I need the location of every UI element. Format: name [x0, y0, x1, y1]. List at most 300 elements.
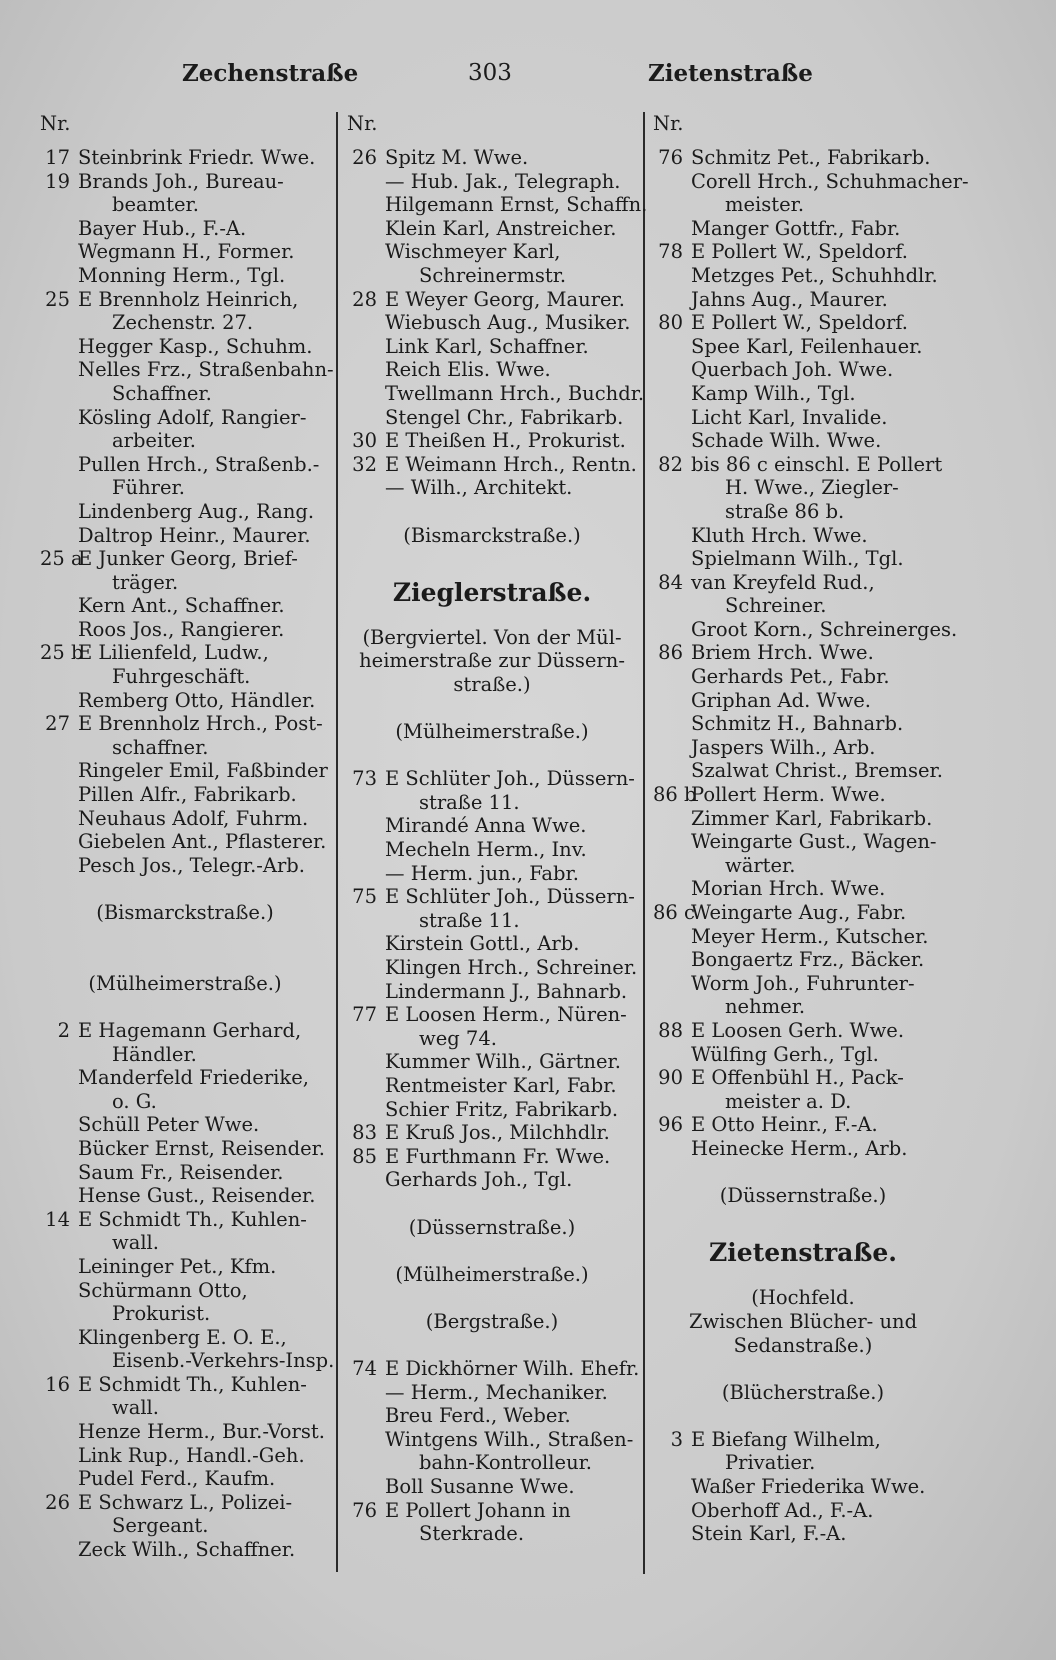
nr-label: Nr. [653, 112, 684, 135]
resident-entry: Giebelen Ant., Pflasterer. [78, 830, 327, 854]
entry-continuation: arbeiter. [112, 429, 196, 453]
entry-continuation-row [40, 382, 330, 406]
resident-entry: E Kruß Jos., Milchhdlr. [385, 1121, 610, 1145]
entry-row [653, 783, 953, 807]
resident-entry: Pesch Jos., Telegr.-Arb. [78, 853, 305, 877]
resident-entry: Worm Joh., Fuhrunter- [691, 971, 915, 995]
resident-entry: E Weimann Hrch., Rentn. [385, 452, 637, 476]
entry-list [40, 146, 334, 877]
resident-entry: E Pollert W., Speldorf. [691, 311, 908, 335]
entry-row [347, 358, 637, 382]
entry-row [40, 1137, 330, 1161]
entry-list [653, 146, 969, 1161]
entry-row [347, 956, 637, 980]
resident-entry: Schier Fritz, Fabrikarb. [385, 1097, 619, 1121]
resident-entry: E Dickhörner Wilh. Ehefr. [385, 1357, 640, 1381]
entry-continuation: bahn-Kontrolleur. [419, 1451, 593, 1475]
entry-row [347, 1357, 640, 1381]
entry-continuation-row [40, 1043, 330, 1067]
entry-row [653, 972, 953, 996]
entry-continuation-row [40, 1349, 335, 1373]
entry-continuation: wall. [112, 1396, 159, 1420]
entry-row [40, 1326, 330, 1350]
entry-row [653, 948, 953, 972]
entry-row [40, 453, 330, 477]
resident-entry: Licht Karl, Invalide. [691, 405, 888, 429]
entry-row [347, 311, 637, 335]
house-number: 73 [352, 767, 377, 791]
entry-row [40, 264, 330, 288]
house-number: 14 [45, 1207, 70, 1231]
section-description-line: (Bergviertel. Von der Mül- [362, 625, 622, 649]
resident-entry: Neuhaus Adolf, Fuhrm. [78, 806, 309, 830]
cross-street: (Bismarckstraße.) [96, 901, 274, 924]
entry-row [347, 288, 637, 312]
entry-row [347, 885, 637, 909]
resident-entry: E Schwarz L., Polizei- [78, 1490, 293, 1514]
entry-row [40, 1467, 330, 1491]
section-description-line: heimerstraße zur Düssern- [359, 649, 625, 673]
entry-row [653, 169, 969, 194]
entry-row [653, 547, 953, 571]
entry-row [40, 641, 330, 665]
entry-continuation-row [653, 1451, 953, 1475]
resident-entry: Corell Hrch., Schuhmacher- [691, 169, 969, 193]
entry-row [653, 406, 953, 430]
resident-entry: Link Karl, Schaffner. [385, 334, 589, 358]
resident-entry: Klingenberg E. O. E., [78, 1325, 287, 1349]
entry-row [40, 500, 330, 524]
resident-entry: Weingarte Aug., Fabr. [691, 901, 907, 924]
resident-entry: Bücker Ernst, Reisender. [78, 1136, 326, 1160]
resident-entry: Kern Ant., Schaffner. [78, 594, 285, 618]
column-2 [347, 112, 648, 1546]
entry-row [40, 1113, 330, 1137]
resident-entry: Wegmann H., Former. [78, 240, 295, 264]
resident-entry: Gerhards Pet., Fabr. [691, 665, 890, 689]
resident-entry: Szalwat Christ., Bremser. [691, 759, 943, 783]
cross-street: (Mülheimerstraße.) [88, 971, 282, 995]
resident-entry: Heinecke Herm., Arb. [691, 1136, 908, 1160]
entry-row [347, 1404, 637, 1428]
resident-entry: Link Rup., Handl.-Geh. [78, 1443, 305, 1467]
entry-row [347, 1050, 637, 1074]
entry-row [653, 925, 953, 949]
entry-row [653, 665, 953, 689]
entry-row [40, 288, 330, 312]
entry-row [347, 838, 637, 862]
resident-entry: Brands Joh., Bureau- [78, 169, 284, 193]
entry-continuation-row [347, 909, 637, 933]
resident-entry: E Schlüter Joh., Düssern- [385, 885, 635, 909]
entry-continuation-row [653, 1090, 953, 1114]
entry-row [347, 1145, 637, 1169]
resident-entry: E Schlüter Joh., Düssern- [385, 767, 635, 791]
cross-street: (Blücherstraße.) [721, 1380, 885, 1404]
entry-row [40, 524, 330, 548]
resident-entry: E Hagemann Gerhard, [78, 1018, 302, 1042]
entry-continuation: Schreinermstr. [419, 263, 567, 287]
entry-row [347, 814, 637, 838]
entry-continuation-row [40, 571, 330, 595]
entry-row [347, 170, 637, 194]
entry-row [653, 1475, 953, 1499]
entry-continuation: meister a. D. [725, 1089, 852, 1113]
resident-entry: E Otto Heinr., F.-A. [691, 1113, 878, 1137]
entry-row [40, 170, 330, 194]
resident-entry: Steinbrink Friedr. Wwe. [78, 146, 316, 169]
entry-row [653, 240, 953, 264]
resident-entry: E Offenbühl H., Pack- [691, 1066, 904, 1090]
entry-row [40, 406, 330, 430]
entry-continuation: Händler. [112, 1042, 197, 1066]
resident-entry: E Theißen H., Prokurist. [385, 429, 626, 453]
entry-continuation-row [347, 1027, 637, 1051]
resident-entry: Manderfeld Friederike, [78, 1066, 309, 1090]
resident-entry: Stengel Chr., Fabrikarb. [385, 405, 624, 429]
resident-entry: Kösling Adolf, Rangier- [78, 405, 307, 429]
resident-entry: Schüll Peter Wwe. [78, 1113, 260, 1137]
section-description-line: (Hochfeld. [751, 1286, 855, 1310]
entry-row [347, 1428, 637, 1452]
resident-entry: Henze Herm., Bur.-Vorst. [78, 1420, 325, 1444]
resident-entry: Hegger Kasp., Schuhm. [78, 334, 313, 358]
house-number: 17 [45, 146, 70, 169]
resident-entry: Lindenberg Aug., Rang. [78, 499, 315, 523]
entry-row [347, 146, 637, 170]
resident-entry: Spee Karl, Feilenhauer. [691, 334, 923, 358]
house-number: 86 [658, 641, 683, 665]
entry-continuation: o. G. [112, 1089, 157, 1113]
entry-continuation: Sterkrade. [419, 1522, 525, 1546]
entry-row [347, 1074, 637, 1098]
entry-list [347, 146, 648, 500]
entry-row [40, 547, 330, 571]
cross-street: (Bismarckstraße.) [403, 523, 581, 547]
entry-continuation-row [40, 1396, 330, 1420]
entry-row [40, 240, 330, 264]
entry-continuation-row [40, 1302, 330, 1326]
entry-continuation: beamter. [112, 193, 199, 217]
entry-row [653, 877, 953, 901]
house-number: 25 [45, 287, 70, 311]
entry-list [653, 1428, 953, 1546]
resident-entry: Spitz M. Wwe. [385, 146, 529, 169]
entry-row [347, 217, 637, 241]
page-number: 303 [468, 60, 512, 86]
entry-row [653, 1428, 953, 1452]
house-number: 90 [658, 1066, 683, 1090]
resident-entry: E Loosen Herm., Nüren- [385, 1003, 627, 1027]
entry-row [347, 406, 637, 430]
resident-entry: Roos Jos., Rangierer. [78, 617, 285, 641]
entry-row [653, 1137, 953, 1161]
house-number: 82 [658, 452, 683, 476]
house-number: 86 c [653, 901, 695, 924]
resident-entry: Reich Elis. Wwe. [385, 358, 551, 382]
resident-entry: Metzges Pet., Schuhhdlr. [691, 263, 938, 287]
entry-row [347, 240, 637, 264]
entry-row [653, 1499, 953, 1523]
section-description-line: Zwischen Blücher- und [688, 1309, 918, 1333]
resident-entry: Klingen Hrch., Schreiner. [385, 956, 638, 979]
entry-continuation: Führer. [112, 476, 185, 500]
house-number: 78 [658, 240, 683, 264]
resident-entry: Morian Hrch. Wwe. [691, 877, 886, 901]
entry-continuation-row [347, 1522, 637, 1546]
resident-entry: E Brennholz Heinrich, [78, 287, 299, 311]
column-divider [336, 112, 338, 1572]
entry-row [653, 1019, 953, 1043]
entry-row [347, 193, 648, 217]
entry-row [653, 358, 953, 382]
resident-entry: Saum Fr., Reisender. [78, 1160, 284, 1184]
entry-row [40, 1491, 330, 1515]
cross-street: (Mülheimerstraße.) [395, 1262, 589, 1286]
entry-row [347, 1098, 637, 1122]
entry-row [653, 1522, 953, 1546]
entry-row [653, 264, 953, 288]
resident-entry: Mecheln Herm., Inv. [385, 838, 587, 862]
entry-row [40, 783, 330, 807]
entry-row [653, 524, 953, 548]
entry-row [40, 712, 330, 736]
resident-entry: Schürmann Otto, [78, 1278, 248, 1302]
resident-entry: Groot Korn., Schreinerges. [691, 617, 958, 641]
entry-continuation-row [40, 665, 330, 689]
resident-entry: Wiebusch Aug., Musiker. [385, 311, 631, 335]
resident-entry: — Wilh., Architekt. [385, 476, 573, 500]
house-number: 32 [352, 452, 377, 476]
entry-row [347, 1381, 637, 1405]
house-number: 3 [670, 1427, 683, 1451]
resident-entry: Schade Wilh. Wwe. [691, 429, 882, 453]
resident-entry: Remberg Otto, Händler. [78, 688, 316, 712]
entry-continuation: Prokurist. [112, 1302, 211, 1326]
resident-entry: Zeck Wilh., Schaffner. [78, 1538, 296, 1562]
resident-entry: bis 86 c einschl. E Pollert [691, 452, 943, 476]
resident-entry: Hilgemann Ernst, Schaffn. [385, 193, 648, 217]
entry-continuation: schaffner. [112, 735, 209, 759]
entry-row [40, 618, 330, 642]
entry-continuation-row [40, 476, 330, 500]
house-number: 30 [352, 429, 377, 453]
entry-row [653, 641, 953, 665]
entry-continuation-row [40, 311, 330, 335]
resident-entry: Rentmeister Karl, Fabr. [385, 1073, 617, 1097]
entry-row [40, 335, 330, 359]
house-number: 26 [352, 146, 377, 169]
street-section-title: Zieglerstraße. [392, 577, 592, 607]
entry-continuation-row [653, 193, 953, 217]
header-right-title: Zietenstraße [648, 60, 813, 87]
entry-continuation-row [347, 791, 637, 815]
entry-row [40, 1255, 330, 1279]
entry-row [347, 980, 637, 1004]
resident-entry: Leininger Pet., Kfm. [78, 1254, 277, 1278]
entry-row [40, 1208, 330, 1232]
resident-entry: Spielmann Wilh., Tgl. [691, 547, 904, 571]
resident-entry: E Pollert Johann in [385, 1498, 571, 1522]
entry-continuation-row [347, 264, 637, 288]
entry-continuation-row [40, 1090, 330, 1114]
entry-row [653, 901, 953, 925]
entry-row [40, 1279, 330, 1303]
resident-entry: Manger Gottfr., Fabr. [691, 216, 901, 240]
entry-continuation: träger. [112, 570, 179, 594]
resident-entry: Kluth Hrch. Wwe. [691, 523, 868, 547]
resident-entry: — Hub. Jak., Telegraph. [385, 169, 621, 193]
resident-entry: Nelles Frz., Straßenbahn- [78, 358, 334, 382]
resident-entry: Lindermann J., Bahnarb. [385, 979, 628, 1003]
entry-row [653, 712, 953, 736]
resident-entry: Mirandé Anna Wwe. [385, 814, 587, 838]
entry-continuation: Schaffner. [112, 381, 212, 405]
entry-list [347, 1357, 640, 1546]
entry-continuation: H. Wwe., Ziegler- [725, 476, 899, 500]
resident-entry: Oberhoff Ad., F.-A. [691, 1498, 874, 1522]
house-number: 25 b [40, 641, 84, 665]
entry-continuation: Sergeant. [112, 1514, 209, 1538]
resident-entry: Hense Gust., Reisender. [78, 1184, 316, 1208]
entry-continuation: nehmer. [725, 995, 806, 1019]
entry-continuation: meister. [725, 193, 805, 217]
cross-street: (Mülheimerstraße.) [395, 720, 589, 744]
entry-row [347, 476, 637, 500]
page-header [0, 60, 1056, 100]
entry-list [347, 767, 637, 1192]
resident-entry: Waßer Friederika Wwe. [691, 1475, 926, 1499]
house-number: 75 [352, 885, 377, 909]
entry-row [653, 311, 953, 335]
column-divider [643, 112, 645, 1574]
entry-row [347, 932, 637, 956]
entry-continuation: Schreiner. [725, 594, 827, 618]
resident-entry: E Weyer Georg, Maurer. [385, 287, 625, 311]
entry-continuation: straße 11. [419, 790, 520, 814]
resident-entry: Klein Karl, Anstreicher. [385, 216, 617, 240]
entry-row [40, 146, 330, 170]
entry-row [40, 1184, 330, 1208]
entry-row [653, 335, 953, 359]
house-number: 16 [45, 1372, 70, 1396]
entry-row [653, 217, 953, 241]
entry-row [40, 1161, 330, 1185]
entry-row [653, 1043, 953, 1067]
resident-entry: E Junker Georg, Brief- [78, 547, 298, 571]
resident-entry: Kirstein Gottl., Arb. [385, 932, 580, 956]
entry-row [347, 453, 637, 477]
entry-continuation-row [40, 193, 330, 217]
resident-entry: Boll Susanne Wwe. [385, 1475, 575, 1499]
resident-entry: E Biefang Wilhelm, [691, 1427, 881, 1451]
cross-street: (Düssernstraße.) [408, 1215, 576, 1239]
column-3 [653, 112, 969, 1546]
house-number: 84 [658, 570, 683, 594]
house-number: 76 [352, 1498, 377, 1522]
resident-entry: Gerhards Joh., Tgl. [385, 1168, 573, 1192]
entry-continuation: Eisenb.-Verkehrs-Insp. [112, 1349, 335, 1373]
entry-row [653, 571, 953, 595]
resident-entry: Breu Ferd., Weber. [385, 1404, 571, 1428]
resident-entry: Schmitz H., Bahnarb. [691, 712, 904, 736]
entry-row [653, 1066, 953, 1090]
entry-row [347, 1499, 637, 1523]
house-number: 2 [57, 1018, 70, 1042]
resident-entry: Monning Herm., Tgl. [78, 263, 286, 287]
resident-entry: Daltrop Heinr., Maurer. [78, 523, 311, 547]
entry-row [347, 1168, 637, 1192]
resident-entry: E Loosen Gerh. Wwe. [691, 1018, 905, 1042]
resident-entry: Briem Hrch. Wwe. [691, 641, 874, 665]
entry-continuation-row [347, 1451, 637, 1475]
resident-entry: Pudel Ferd., Kaufm. [78, 1467, 276, 1491]
entry-continuation: Fuhrgeschäft. [112, 665, 251, 689]
resident-entry: van Kreyfeld Rud., [691, 570, 875, 594]
resident-entry: E Furthmann Fr. Wwe. [385, 1144, 611, 1168]
house-number: 77 [352, 1003, 377, 1027]
resident-entry: Querbach Joh. Wwe. [691, 358, 894, 382]
resident-entry: E Schmidt Th., Kuhlen- [78, 1207, 307, 1231]
resident-entry: Pillen Alfr., Fabrikarb. [78, 783, 297, 807]
resident-entry: Wintgens Wilh., Straßen- [385, 1427, 634, 1451]
nr-label: Nr. [347, 112, 378, 135]
entry-row [347, 862, 637, 886]
house-number: 26 [45, 1490, 70, 1514]
entry-row [40, 830, 330, 854]
house-number: 85 [352, 1144, 377, 1168]
entry-row [347, 1475, 637, 1499]
entry-row [653, 453, 953, 477]
entry-continuation-row [40, 429, 330, 453]
house-number: 28 [352, 287, 377, 311]
resident-entry: — Herm., Mechaniker. [385, 1380, 608, 1404]
header-left-title: Zechenstraße [182, 60, 359, 87]
column-1 [40, 112, 335, 1562]
entry-row [347, 767, 637, 791]
resident-entry: E Brennholz Hrch., Post- [78, 712, 323, 736]
house-number: 83 [352, 1121, 377, 1145]
resident-entry: Ringeler Emil, Faßbinder [78, 759, 328, 783]
entry-continuation: Zechenstr. 27. [112, 311, 254, 335]
entry-continuation-row [653, 500, 953, 524]
entry-row [40, 1444, 330, 1468]
entry-list [40, 1018, 335, 1562]
resident-entry: Twellmann Hrch., Buchdr. [385, 381, 645, 405]
resident-entry: Weingarte Gust., Wagen- [691, 830, 937, 854]
entry-row [40, 358, 334, 382]
entry-row [653, 689, 953, 713]
house-number: 74 [352, 1357, 377, 1381]
entry-row [40, 1019, 330, 1043]
entry-row [40, 1373, 330, 1397]
entry-row [40, 759, 330, 783]
entry-row [40, 807, 330, 831]
resident-entry: Schmitz Pet., Fabrikarb. [691, 146, 931, 169]
entry-row [653, 429, 953, 453]
entry-continuation: wall. [112, 1231, 159, 1255]
entry-continuation-row [653, 854, 953, 878]
entry-row [653, 736, 953, 760]
entry-continuation-row [653, 594, 953, 618]
entry-row [653, 382, 953, 406]
entry-row [653, 288, 953, 312]
section-description-line: Sedanstraße.) [733, 1333, 873, 1357]
entry-row [40, 217, 330, 241]
resident-entry: Wülfing Gerh., Tgl. [691, 1042, 879, 1066]
entry-row [653, 146, 953, 170]
house-number: 80 [658, 311, 683, 335]
